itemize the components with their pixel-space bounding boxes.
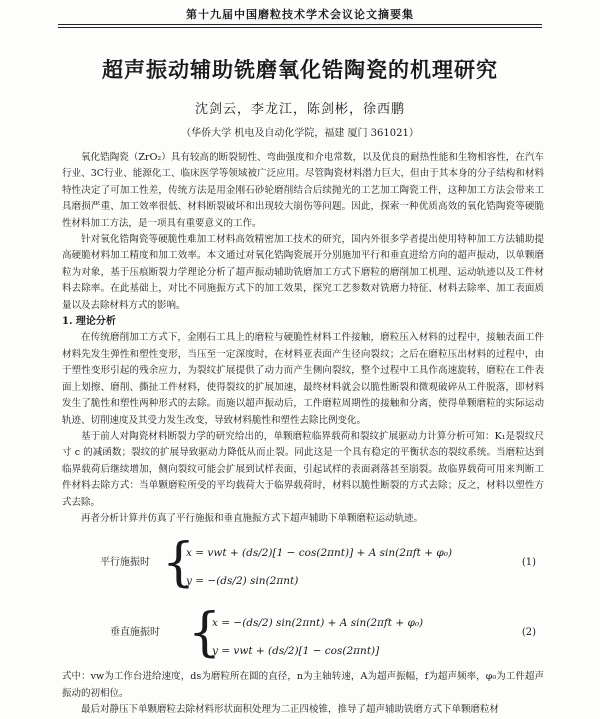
paragraph-theory-2: 基于前人对陶瓷材料断裂力学的研究给出的，单颗磨粒临界载荷和裂纹扩展驱动力计算分析可知：K₁是裂纹尺寸 c 的减函数；裂纹的扩展导致驱动力降低从而止裂。同此这是一个具有稳定的平衡状态的裂纹系统。当磨粒达到临界载荷后继续增加，侧向裂纹可能会扩展到试样表面，引起试样的表面剥落甚至崩裂。故临界载荷可用来判断工件材料去除方式：当单颗磨粒所受的平均载荷大于临界载荷时，材料以脆性断裂的方式去除；反之，材料以塑性方式去除。 xyxy=(62,430,544,508)
equation-2-line-1: x = −(ds/2) sin(2πnt) + A sin(2πft + φ₀) xyxy=(212,617,424,630)
equation-1-brace: { xyxy=(162,533,196,594)
author-list: 沈剑云，李龙江，陈剑彬，徐西鹏 xyxy=(194,102,405,117)
paragraph-intro: 氧化锆陶瓷（ZrO₂）具有较高的断裂韧性、弯曲强度和介电常数，以及优良的耐热性能和生物相容性，在汽车行业、3C行业、能源化工、临床医学等领域被广泛应用。尽管陶瓷材料潜力巨大，但由于其本身的分子结构和材料特性决定了可加工性差，传统方法是用金刚石砂轮磨削结合后续抛光的工艺加工陶瓷工件，这种加工方法会带来工具磨损严重、加工效率很低、材料断裂破坏和出现较大崩伤等问题。因此，探索一种优质高效的氧化锆陶瓷等硬脆性材料加工方法，是一项具有重要意义的工作。 xyxy=(62,152,544,229)
header-rule-top xyxy=(58,24,542,25)
equation-1-label: 平行施振时 xyxy=(100,557,150,569)
affiliation: （华侨大学 机电及自动化学院，福建 厦门 361021） xyxy=(181,128,419,139)
paper-body xyxy=(62,150,544,719)
paragraph-theory-1: 在传统磨削加工方式下，金刚石工具上的磨粒与硬脆性材料工件接触，磨粒压入材料的过程中，接触表面工件材料先发生弹性和塑性变形，当压至一定深度时，在材料亚表面产生径向裂纹；之后在磨粒压出材料的过程中，由于塑性变形引起的残余应力，为裂纹扩展提供了动力而产生侧向裂纹，整个过程中工具作高速旋转，磨粒在工件表面上划擦、磨削、撕扯工件材料，使得裂纹的扩展加速，最终材料就会以脆性断裂和微观破碎从工件脱落，即材料发生了脆性和塑性两种形式的去除。而施以超声振动后，工件磨粒周期性的接触和分离，使得单颗磨粒的实际运动轨迹、切削速度及其受力发生改变，导致材料脆性和塑性去除比例变化。 xyxy=(62,332,544,426)
running-header: 第十九届中国磨粒技术学术会议论文摘要集 xyxy=(186,8,414,21)
equation-1-line-1: x = vwt + (ds/2)[1 − cos(2πnt)] + A sin(2πft + φ₀) xyxy=(186,547,453,560)
paragraph-trajectory: 再者分析计算并仿真了平行施振和垂直施振方式下超声辅助下单颗磨粒运动轨迹。 xyxy=(81,512,424,524)
paper-title: 超声振动辅助铣磨氧化锆陶瓷的机理研究 xyxy=(102,57,498,82)
equation-2-number: (2) xyxy=(521,627,536,639)
equation-2-label: 垂直施振时 xyxy=(110,627,160,639)
equation-1-number: (1) xyxy=(521,557,536,569)
paragraph-final: 最后对静压下单颗磨粒去除材料形状面积处理为二正四棱锥，推导了超声辅助铣磨方式下单颗磨粒材 xyxy=(81,704,500,716)
equation-1 xyxy=(62,531,544,599)
paragraph-method: 针对氧化锆陶瓷等硬脆性难加工材料高效精密加工技术的研究，国内外很多学者提出使用特种加工方法辅助提高硬脆材料加工精度和加工效率。本文通过对氧化锆陶瓷展开分别施加平行和垂直进给方向的超声振动，以单颗磨粒为对象，基于压痕断裂力学理论分析了超声振动辅助铣磨加工方式下磨粒的磨削加工机理、运动轨迹以及工件材料去除率。在此基础上，对比不同施振方式下的加工效果，探究工艺参数对铣磨力特征、材料去除率、加工表面质量以及去除材料方式的影响。 xyxy=(62,234,544,311)
section-heading: 1. 理论分析 xyxy=(62,316,116,328)
equation-2 xyxy=(62,603,544,665)
header-rule-bottom xyxy=(58,27,542,28)
equation-2-brace: { xyxy=(188,603,222,664)
paragraph-symbols: 式中：vw为工作台进给速度，ds为磨粒所在圆的直径，n为主轴转速，A为超声振幅，f为超声频率，φ₀为工件超声振动的初相位。 xyxy=(62,671,544,699)
equation-1-line-2: y = −(ds/2) sin(2πnt) xyxy=(186,575,299,588)
equation-2-line-2: y = vwt + (ds/2)[1 − cos(2πnt)] xyxy=(212,645,380,658)
